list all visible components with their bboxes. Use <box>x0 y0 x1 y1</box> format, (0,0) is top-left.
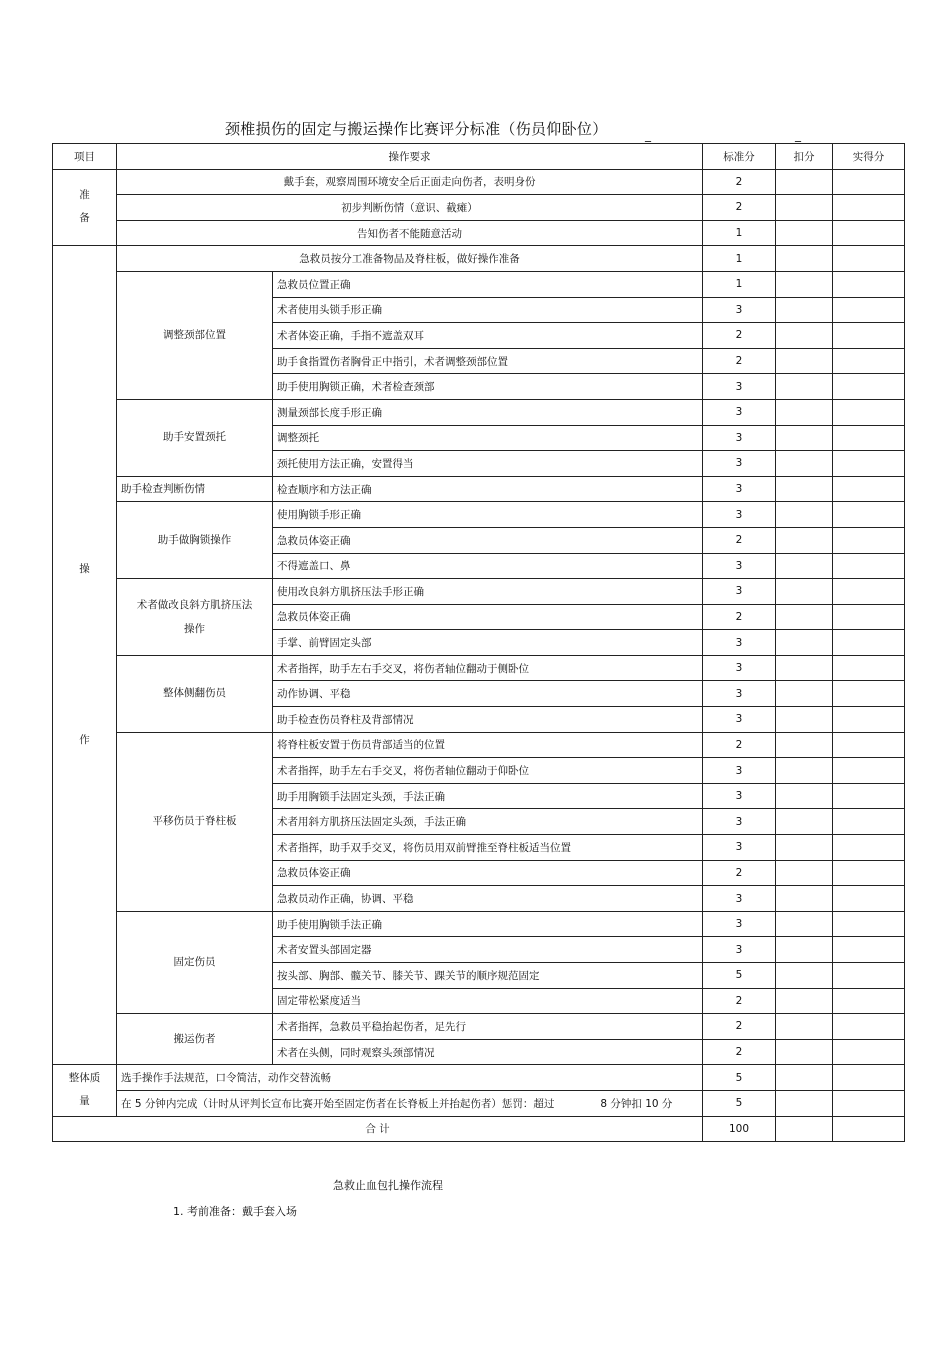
standard-score-cell: 1 <box>703 220 776 246</box>
deduction-cell <box>776 707 833 733</box>
requirement-cell: 急救员体姿正确 <box>273 527 703 553</box>
deduction-cell <box>776 988 833 1014</box>
requirement-cell: 急救员位置正确 <box>273 271 703 297</box>
deduction-cell <box>776 476 833 502</box>
standard-score-cell: 3 <box>703 553 776 579</box>
category-label: 量 <box>79 1095 90 1108</box>
header-row <box>53 144 905 170</box>
step-1: 1. 考前准备：戴手套入场 <box>173 1205 297 1218</box>
deduction-cell <box>776 425 833 451</box>
requirement-cell: 术者安置头部固定器 <box>273 937 703 963</box>
category-cell <box>53 1065 117 1116</box>
deduction-cell <box>776 246 833 272</box>
requirement-cell: 助手检查伤员脊柱及背部情况 <box>273 707 703 733</box>
deduction-cell <box>776 399 833 425</box>
standard-score-cell: 2 <box>703 860 776 886</box>
actual-score-cell <box>833 169 905 195</box>
subcategory-cell <box>117 579 273 656</box>
deduction-cell <box>776 374 833 400</box>
actual-score-cell <box>833 937 905 963</box>
table-row <box>53 246 905 272</box>
subcategory-label: 整体侧翻伤员 <box>163 687 226 700</box>
actual-score-cell <box>833 707 905 733</box>
standard-score-cell: 3 <box>703 502 776 528</box>
requirement-cell: 术者指挥，助手左右手交叉，将伤者轴位翻动于侧卧位 <box>273 655 703 681</box>
deduction-cell <box>776 809 833 835</box>
deduction-cell <box>776 835 833 861</box>
deduction-cell <box>776 297 833 323</box>
actual-score-cell <box>833 1065 905 1091</box>
category-label: 准 <box>79 189 90 202</box>
actual-score-cell <box>833 783 905 809</box>
category-label: 操 <box>79 563 90 576</box>
actual-score-cell <box>833 886 905 912</box>
standard-score-cell: 100 <box>703 1116 776 1142</box>
requirement-cell: 术者用斜方肌挤压法固定头颈，手法正确 <box>273 809 703 835</box>
subcategory-label: 调整颈部位置 <box>163 329 226 342</box>
total-label: 合 计 <box>53 1116 703 1142</box>
actual-score-cell <box>833 1014 905 1040</box>
actual-score-cell <box>833 476 905 502</box>
deduction-cell <box>776 553 833 579</box>
requirement-cell: 术者指挥，助手左右手交叉，将伤者轴位翻动于仰卧位 <box>273 758 703 784</box>
standard-score-cell: 1 <box>703 246 776 272</box>
header-requirement: 操作要求 <box>117 144 703 170</box>
actual-score-cell <box>833 655 905 681</box>
requirement-cell: 急救员体姿正确 <box>273 860 703 886</box>
standard-score-cell: 2 <box>703 732 776 758</box>
requirement-cell: 不得遮盖口、鼻 <box>273 553 703 579</box>
standard-score-cell: 3 <box>703 425 776 451</box>
total-row <box>53 1116 905 1142</box>
standard-score-cell: 3 <box>703 399 776 425</box>
title-underline-mark: _ <box>795 128 801 142</box>
actual-score-cell <box>833 553 905 579</box>
actual-score-cell <box>833 374 905 400</box>
deduction-cell <box>776 681 833 707</box>
deduction-cell <box>776 937 833 963</box>
deduction-cell <box>776 271 833 297</box>
actual-score-cell <box>833 732 905 758</box>
requirement-cell: 初步判断伤情（意识、截瘫） <box>117 195 703 221</box>
standard-score-cell: 2 <box>703 348 776 374</box>
actual-score-cell <box>833 630 905 656</box>
deduction-cell <box>776 758 833 784</box>
actual-score-cell <box>833 502 905 528</box>
deduction-cell <box>776 963 833 989</box>
standard-score-cell: 2 <box>703 169 776 195</box>
deduction-cell <box>776 195 833 221</box>
actual-score-cell <box>833 348 905 374</box>
standard-score-cell: 5 <box>703 1065 776 1091</box>
actual-score-cell <box>833 220 905 246</box>
actual-score-cell <box>833 835 905 861</box>
standard-score-cell: 2 <box>703 604 776 630</box>
standard-score-cell: 1 <box>703 271 776 297</box>
standard-score-cell: 2 <box>703 1039 776 1065</box>
requirement-cell: 急救员按分工准备物品及脊柱板，做好操作准备 <box>117 246 703 272</box>
actual-score-cell <box>833 963 905 989</box>
header-item: 项目 <box>53 144 117 170</box>
actual-score-cell <box>833 323 905 349</box>
standard-score-cell: 3 <box>703 809 776 835</box>
standard-score-cell: 2 <box>703 988 776 1014</box>
table-row <box>53 195 905 221</box>
requirement-text: 在 5 分钟内完成（计时从评判长宣布比赛开始至固定伤者在长脊板上并抬起伤者）惩罚：超过 <box>121 1097 555 1110</box>
actual-score-cell <box>833 297 905 323</box>
deduction-cell <box>776 1065 833 1091</box>
requirement-cell: 术者指挥，助手双手交叉，将伤员用双前臂推至脊柱板适当位置 <box>273 835 703 861</box>
category-cell <box>53 169 117 246</box>
subcategory-cell <box>117 476 273 502</box>
subcategory-cell <box>117 655 273 732</box>
subcategory-label: 操作 <box>184 622 205 635</box>
deduction-cell <box>776 451 833 477</box>
subcategory-label: 搬运伤者 <box>173 1032 216 1045</box>
deduction-cell <box>776 579 833 605</box>
header-standard-score: 标准分 <box>703 144 776 170</box>
table-row <box>53 476 905 502</box>
table-row <box>53 911 905 937</box>
standard-score-cell: 3 <box>703 937 776 963</box>
requirement-cell: 测量颈部长度手形正确 <box>273 399 703 425</box>
subcategory-cell <box>117 1014 273 1065</box>
actual-score-cell <box>833 399 905 425</box>
deduction-cell <box>776 604 833 630</box>
actual-score-cell <box>833 604 905 630</box>
subcategory-cell <box>117 732 273 911</box>
requirement-cell: 使用改良斜方肌挤压法手形正确 <box>273 579 703 605</box>
subcategory-label: 助手做胸锁操作 <box>157 533 232 546</box>
deduction-cell <box>776 655 833 681</box>
requirement-cell: 固定带松紧度适当 <box>273 988 703 1014</box>
standard-score-cell: 5 <box>703 1090 776 1116</box>
header-deduction: 扣分 <box>776 144 833 170</box>
requirement-cell: 戴手套，观察周围环境安全后正面走向伤者，表明身份 <box>117 169 703 195</box>
category-label: 备 <box>79 212 90 225</box>
deduction-cell <box>776 783 833 809</box>
standard-score-cell: 3 <box>703 681 776 707</box>
standard-score-cell: 3 <box>703 451 776 477</box>
actual-score-cell <box>833 579 905 605</box>
table-row <box>53 1065 905 1091</box>
actual-score-cell <box>833 451 905 477</box>
document-title: 颈椎损伤的固定与搬运操作比赛评分标准（伤员仰卧位） <box>225 120 608 138</box>
scoring-table <box>52 143 905 1142</box>
deduction-cell <box>776 169 833 195</box>
deduction-cell <box>776 220 833 246</box>
standard-score-cell: 3 <box>703 707 776 733</box>
actual-score-cell <box>833 195 905 221</box>
scoring-table-body <box>53 144 905 1142</box>
actual-score-cell <box>833 527 905 553</box>
requirement-cell: 术者体姿正确，手指不遮盖双耳 <box>273 323 703 349</box>
requirement-cell: 手掌、前臂固定头部 <box>273 630 703 656</box>
table-row <box>53 579 905 605</box>
actual-score-cell <box>833 271 905 297</box>
standard-score-cell: 3 <box>703 911 776 937</box>
requirement-cell: 助手使用胸锁手法正确 <box>273 911 703 937</box>
table-row <box>53 169 905 195</box>
title-underline-mark: _ <box>645 128 651 142</box>
requirement-cell: 助手食指置伤者胸骨正中指引，术者调整颈部位置 <box>273 348 703 374</box>
requirement-cell: 术者在头侧，同时观察头颈部情况 <box>273 1039 703 1065</box>
deduction-cell <box>776 323 833 349</box>
actual-score-cell <box>833 1090 905 1116</box>
deduction-cell <box>776 732 833 758</box>
section-title: 急救止血包扎操作流程 <box>333 1179 443 1192</box>
table-row <box>53 399 905 425</box>
header-actual-score: 实得分 <box>833 144 905 170</box>
deduction-cell <box>776 630 833 656</box>
requirement-cell: 使用胸锁手形正确 <box>273 502 703 528</box>
requirement-cell: 告知伤者不能随意活动 <box>117 220 703 246</box>
standard-score-cell: 2 <box>703 195 776 221</box>
requirement-cell: 动作协调、平稳 <box>273 681 703 707</box>
requirement-cell <box>117 1090 703 1116</box>
standard-score-cell: 3 <box>703 630 776 656</box>
requirement-cell: 助手使用胸锁正确，术者检查颈部 <box>273 374 703 400</box>
category-label: 整体质 <box>68 1072 101 1085</box>
subcategory-cell <box>117 502 273 579</box>
standard-score-cell: 2 <box>703 323 776 349</box>
standard-score-cell: 2 <box>703 1014 776 1040</box>
requirement-text: 选手操作手法规范，口令简洁，动作交替流畅 <box>121 1072 331 1085</box>
table-row <box>53 655 905 681</box>
subcategory-label: 助手安置颈托 <box>163 431 226 444</box>
requirement-cell: 将脊柱板安置于伤员背部适当的位置 <box>273 732 703 758</box>
standard-score-cell: 3 <box>703 297 776 323</box>
requirement-cell <box>117 1065 703 1091</box>
penalty-text: 8 分钟扣 10 分 <box>600 1097 673 1110</box>
subcategory-cell <box>117 399 273 476</box>
requirement-cell: 急救员体姿正确 <box>273 604 703 630</box>
deduction-cell <box>776 1014 833 1040</box>
requirement-cell: 术者使用头锁手形正确 <box>273 297 703 323</box>
table-row <box>53 502 905 528</box>
table-row <box>53 271 905 297</box>
standard-score-cell: 5 <box>703 963 776 989</box>
subcategory-cell <box>117 271 273 399</box>
deduction-cell <box>776 911 833 937</box>
actual-score-cell <box>833 860 905 886</box>
deduction-cell <box>776 1116 833 1142</box>
requirement-cell: 颈托使用方法正确，安置得当 <box>273 451 703 477</box>
requirement-cell: 调整颈托 <box>273 425 703 451</box>
standard-score-cell: 2 <box>703 527 776 553</box>
standard-score-cell: 3 <box>703 476 776 502</box>
actual-score-cell <box>833 988 905 1014</box>
subcategory-label: 术者做改良斜方肌挤压法 <box>136 598 253 611</box>
deduction-cell <box>776 502 833 528</box>
table-row <box>53 1014 905 1040</box>
actual-score-cell <box>833 681 905 707</box>
standard-score-cell: 3 <box>703 835 776 861</box>
subcategory-cell <box>117 911 273 1013</box>
table-row <box>53 220 905 246</box>
actual-score-cell <box>833 246 905 272</box>
category-label: 作 <box>79 734 90 747</box>
actual-score-cell <box>833 911 905 937</box>
deduction-cell <box>776 1090 833 1116</box>
requirement-cell: 助手用胸锁手法固定头颈，手法正确 <box>273 783 703 809</box>
subcategory-label: 固定伤员 <box>173 956 216 969</box>
requirement-cell: 检查顺序和方法正确 <box>273 476 703 502</box>
table-row <box>53 732 905 758</box>
actual-score-cell <box>833 758 905 784</box>
standard-score-cell: 3 <box>703 758 776 784</box>
standard-score-cell: 3 <box>703 374 776 400</box>
deduction-cell <box>776 1039 833 1065</box>
standard-score-cell: 3 <box>703 655 776 681</box>
deduction-cell <box>776 527 833 553</box>
table-row <box>53 1090 905 1116</box>
actual-score-cell <box>833 1039 905 1065</box>
requirement-cell: 急救员动作正确，协调、平稳 <box>273 886 703 912</box>
subcategory-label: 助手检查判断伤情 <box>121 482 205 495</box>
deduction-cell <box>776 348 833 374</box>
standard-score-cell: 3 <box>703 783 776 809</box>
requirement-cell: 术者指挥，急救员平稳抬起伤者，足先行 <box>273 1014 703 1040</box>
actual-score-cell <box>833 425 905 451</box>
subcategory-label: 平移伤员于脊柱板 <box>152 815 237 828</box>
standard-score-cell: 3 <box>703 886 776 912</box>
requirement-cell: 按头部、胸部、髋关节、膝关节、踝关节的顺序规范固定 <box>273 963 703 989</box>
standard-score-cell: 3 <box>703 579 776 605</box>
category-cell <box>53 246 117 1065</box>
deduction-cell <box>776 860 833 886</box>
actual-score-cell <box>833 1116 905 1142</box>
deduction-cell <box>776 886 833 912</box>
actual-score-cell <box>833 809 905 835</box>
